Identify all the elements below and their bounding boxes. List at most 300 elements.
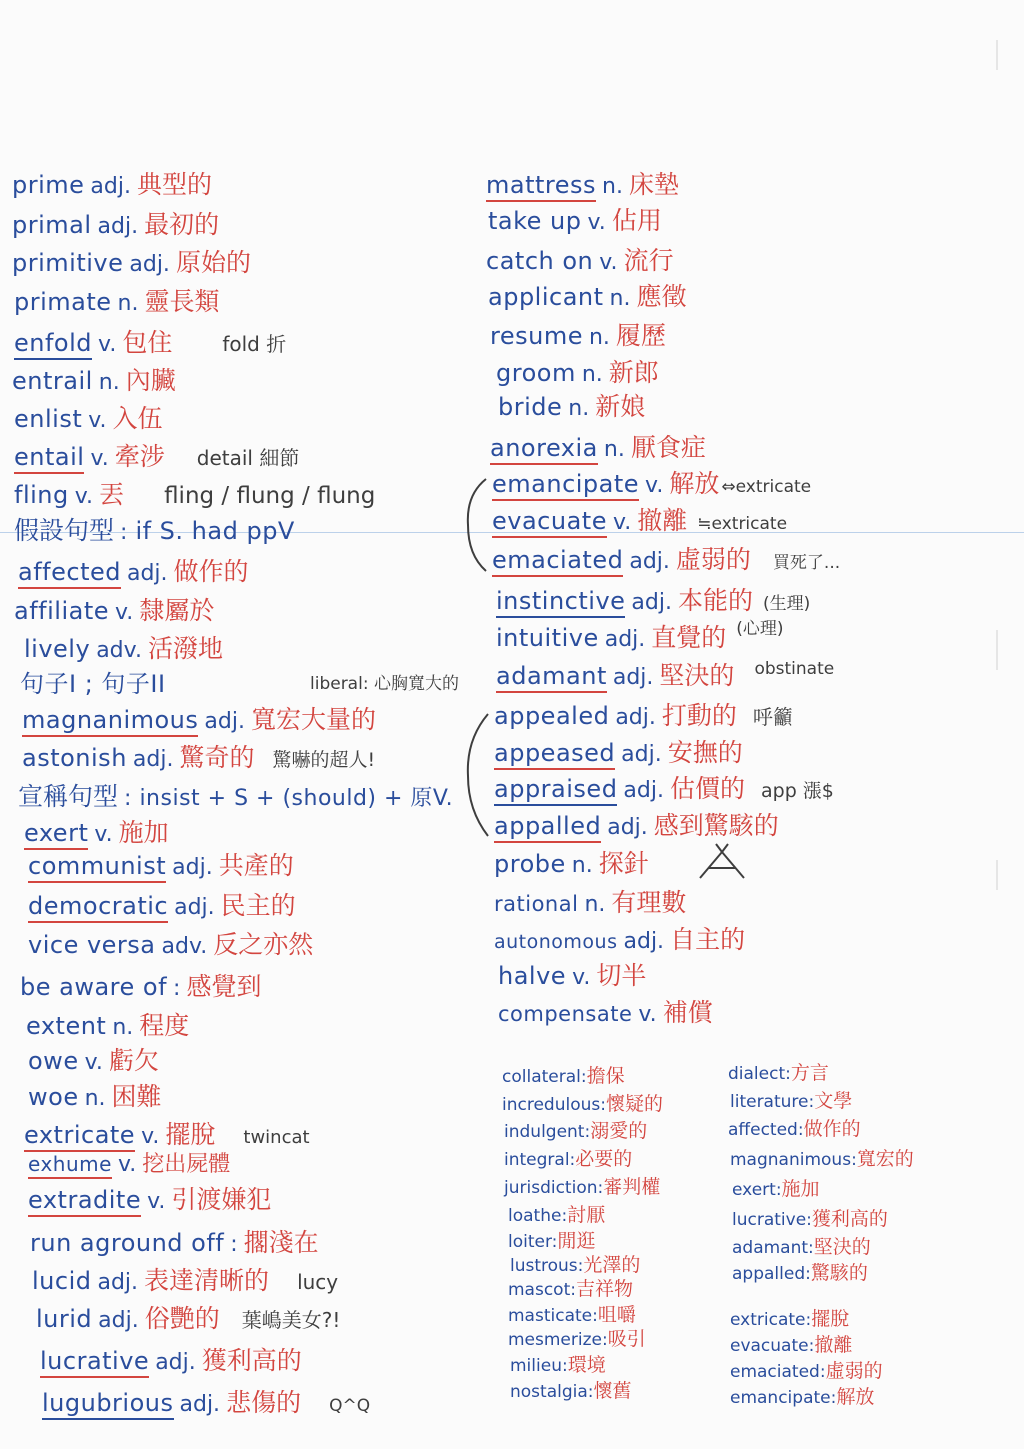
vocab-entry [28,1048,159,1074]
vocab-pos: n. [584,892,606,917]
vocab-word: extent [26,1012,107,1040]
vocab-word: enlist [14,405,83,433]
vocab-meaning: 驚奇的 [179,743,255,772]
vocab-word: lugubrious [42,1389,174,1420]
vocab-meaning: 應徵 [636,282,687,311]
review-item: extricate:擺脫 [730,1308,850,1330]
vocab-entry [20,974,261,1000]
vocab-word: enfold [14,329,92,360]
vocab-pos: adj. [98,1308,139,1333]
vocab-word: prime [12,171,85,199]
vocab-word: instinctive [496,587,625,618]
grammar-pattern: 句子I ; 句子II [20,670,166,698]
vocab-entry [490,323,666,349]
vocab-meaning: 感到驚駭的 [653,811,779,840]
vocab-pos: v. [115,600,134,625]
review-item: jurisdiction:審判權 [504,1176,661,1198]
vocab-entry [14,406,163,432]
vocab-entry [496,360,659,386]
vocab-note [310,676,459,693]
vocab-meaning: 民主的 [220,891,296,920]
vocab-word: catch on [486,247,594,275]
vocab-entry [488,284,687,310]
vocab-word: run aground off [30,1229,225,1257]
vocab-word: adamant [496,662,607,693]
vocab-entry [498,963,646,989]
vocab-entry [28,1084,162,1110]
vocab-meaning: 丟 [99,480,125,509]
review-word: collateral [502,1067,581,1087]
grammar-entry [14,518,295,544]
vocab-entry [14,444,299,470]
review-meaning: 咀嚼 [597,1304,636,1326]
vocab-entry [494,890,686,916]
vocab-note: 葉嶋美女?! [241,1308,341,1332]
vocab-word: lurid [36,1305,93,1333]
vocab-meaning: 內臟 [125,366,176,395]
vocab-meaning: 新娘 [595,392,646,421]
review-meaning: 溺愛的 [590,1120,648,1142]
vocab-word: magnanimous [22,706,198,737]
vocab-meaning: 打動的 [661,701,737,730]
vocab-entry [28,1187,271,1213]
review-meaning: 吉祥物 [575,1278,633,1300]
vocab-entry [492,547,840,573]
vocab-pos: n. [98,370,120,395]
vocab-meaning: 床墊 [628,170,679,199]
vocab-entry [14,482,375,508]
vocab-entry [498,1000,713,1026]
vocab-word: autonomous [494,931,618,953]
vocab-pos: adj. [132,747,174,772]
vocab-entry [492,508,787,534]
review-word: masticate [508,1306,593,1326]
vocab-meaning: 原始的 [175,248,251,277]
review-meaning: 討厭 [567,1204,606,1226]
review-item: loathe:討厭 [508,1204,606,1226]
vocab-pos: v. [612,510,632,535]
review-item: emaciated:虛弱的 [730,1360,883,1382]
review-word: loiter [508,1232,552,1252]
vocab-meaning: 厭食症 [630,433,706,462]
vocab-meaning: 最初的 [144,210,220,239]
margin-mark [996,860,998,890]
vocab-meaning: 安撫的 [667,738,743,767]
vocab-entry [32,1268,338,1294]
review-meaning: 施加 [781,1178,820,1200]
vocab-word: extricate [24,1121,135,1152]
vocab-entry [28,1154,230,1176]
vocab-entry [486,172,679,198]
review-item: adamant:堅決的 [732,1236,871,1258]
vocab-word: appealed [494,702,610,730]
vocab-meaning: 有理數 [611,888,687,917]
review-word: extricate [730,1310,806,1330]
vocab-entry [26,1013,189,1039]
vocab-word: mattress [486,171,596,202]
review-item: nostalgia:懷舊 [510,1380,632,1402]
vocab-word: fling [14,481,69,509]
vocab-meaning: 反之亦然 [213,930,314,959]
vocab-meaning: 程度 [139,1011,190,1040]
grammar-colon: : [120,520,128,545]
review-meaning: 審判權 [603,1176,661,1198]
vocab-word: compensate [498,1002,633,1026]
vocab-pos: n. [603,437,625,462]
vocab-meaning: 引渡嫌犯 [171,1185,272,1214]
grammar-title: 假設句型 [14,516,115,545]
review-item: indulgent:溺愛的 [504,1120,648,1142]
review-meaning: 撤離 [814,1334,853,1356]
review-meaning: 方言 [790,1062,829,1084]
review-item: magnanimous:寬宏的 [730,1148,914,1170]
vocab-word: primitive [12,249,124,277]
review-word: incredulous [502,1095,601,1115]
vocab-entry [28,853,294,879]
vocab-word: appraised [494,775,617,806]
vocab-word: appeased [494,739,615,770]
vocab-pos: n. [602,174,623,199]
vocab-word: primal [12,211,92,239]
vocab-pos: n. [117,291,139,316]
vocab-word: entrail [12,367,93,395]
vocab-pos: adj. [612,665,654,690]
vocab-pos: adj. [174,895,215,920]
vocab-pos: v. [599,250,618,275]
vocab-pos: v. [74,484,94,509]
vocab-entry [496,619,784,652]
review-item: lucrative:獲利高的 [732,1208,888,1230]
vocab-entry [494,813,779,839]
vocab-word: probe [494,850,566,878]
vocab-meaning: 撤離 [637,506,688,535]
vocab-word: affected [18,558,121,589]
vocab-note: 呼籲 [752,705,793,729]
vocab-meaning: 感覺到 [186,972,262,1001]
vocab-meaning: 表達清晰的 [144,1266,270,1295]
review-word: milieu [510,1356,562,1376]
review-word: jurisdiction [504,1178,598,1198]
vocab-entry [22,745,375,771]
probe-sketch-icon [696,842,748,882]
vocab-meaning: 切半 [596,961,647,990]
vocab-pos: v. [141,1124,160,1149]
vocab-meaning: 補償 [662,998,713,1027]
bracket-icon [460,475,490,575]
grammar-entry [20,672,166,696]
review-word: dialect [728,1064,786,1084]
grammar-pattern: if S. had ppV [135,517,295,545]
review-word: lucrative [732,1210,807,1230]
vocab-pos: : [230,1232,238,1257]
vocab-entry [494,851,649,877]
vocab-entry [30,1230,319,1256]
review-item: masticate:咀嚼 [508,1304,636,1326]
vocab-word: bride [498,393,563,421]
review-meaning: 懷疑的 [605,1093,663,1115]
review-item: dialect:方言 [728,1062,829,1084]
review-meaning: 擺脫 [811,1308,850,1330]
review-word: indulgent [504,1122,585,1142]
vocab-meaning: 擱淺在 [243,1228,319,1257]
vocab-pos: adv. [161,934,208,959]
review-meaning: 擔保 [586,1065,625,1087]
vocab-note: fold 折 [222,332,287,356]
review-meaning: 做作的 [803,1118,861,1140]
vocab-word: extradite [28,1186,141,1217]
vocab-meaning: 入伍 [112,404,163,433]
review-meaning: 獲利高的 [811,1208,888,1230]
vocab-word: woe [28,1083,79,1111]
vocab-entry [494,740,743,766]
review-word: lustrous [510,1256,578,1276]
review-item: loiter:閒逛 [508,1230,596,1252]
vocab-meaning: 解放 [669,469,720,498]
vocab-entry [12,172,212,198]
review-item: mesmerize:吸引 [508,1328,646,1350]
vocab-word: rational [494,892,579,916]
review-item: evacuate:撤離 [730,1334,853,1356]
vocab-pos: v. [90,446,109,471]
vocab-meaning: 堅決的 [659,661,735,690]
note-text: liberal: 心胸寬大的 [310,674,459,694]
vocab-pos: adj. [155,1350,196,1375]
vocab-note: ⇔extricate [721,477,812,497]
vocab-pos: v. [88,408,107,433]
vocab-entry [28,893,296,919]
review-word: magnanimous [730,1150,852,1170]
vocab-meaning: 獲利高的 [201,1346,302,1375]
grammar-pattern: insist + S + (should) + 原V. [139,786,454,811]
vocab-meaning: 流行 [623,246,674,275]
vocab-note: 驚嚇的超人! [272,749,376,771]
vocab-meaning: 估價的 [669,774,745,803]
vocab-entry [488,208,662,234]
vocab-pos: v. [147,1189,166,1214]
review-word: appalled [732,1264,806,1284]
review-word: exert [732,1180,776,1200]
vocab-word: affiliate [14,597,109,625]
vocab-word: anorexia [490,434,598,465]
review-item: mascot:吉祥物 [508,1278,633,1300]
review-word: literature [730,1092,809,1112]
vocab-note: (心理) [736,619,784,639]
vocab-pos: adj. [629,549,670,574]
vocab-meaning: 包住 [122,328,173,357]
review-word: adamant [732,1238,809,1258]
vocab-entry [12,212,219,238]
vocab-entry [14,598,214,624]
vocab-pos: n. [84,1086,106,1111]
vocab-entry [494,927,745,953]
review-word: loathe [508,1206,562,1226]
vocab-meaning: 挖出屍體 [142,1152,231,1177]
vocab-meaning: 施加 [118,818,169,847]
review-item: lustrous:光澤的 [510,1254,641,1276]
vocab-note: fling / flung / flung [164,483,376,509]
vocab-word: appalled [494,812,601,843]
vocab-entry [18,559,249,585]
vocab-word: be aware of [20,973,168,1001]
margin-mark [996,630,998,670]
vocab-entry [496,659,835,690]
vocab-meaning: 虧欠 [108,1046,159,1075]
vocab-meaning: 悲傷的 [226,1388,302,1417]
vocab-pos: adj. [172,855,213,880]
vocab-entry [24,636,223,662]
vocab-note: ≒extricate [697,514,788,534]
vocab-entry [492,471,811,497]
review-meaning: 懷舊 [593,1380,632,1402]
vocab-word: emancipate [492,470,639,501]
vocab-word: exert [24,819,88,850]
vocab-meaning: 牽涉 [114,442,165,471]
vocab-pos: n. [609,286,631,311]
vocab-entry [490,435,706,461]
vocab-note: app 漲$ [761,780,834,802]
vocab-word: owe [28,1047,79,1075]
vocab-word: primate [14,288,112,316]
review-meaning: 解放 [836,1386,875,1408]
review-word: emancipate [730,1388,831,1408]
vocab-note: twincat [243,1127,310,1148]
vocab-entry [24,1122,310,1148]
vocab-word: resume [490,322,583,350]
vocab-pos: v. [117,1152,137,1177]
review-word: mascot [508,1280,571,1300]
review-item: collateral:擔保 [502,1065,625,1087]
margin-mark [996,40,998,70]
vocab-word: communist [28,852,166,883]
review-item: integral:必要的 [504,1148,633,1170]
vocab-note: detail 細節 [196,446,300,470]
vocab-meaning: 共產的 [218,851,294,880]
vocab-word: applicant [488,283,604,311]
vocab-pos: adj. [604,627,646,652]
vocab-pos: adj. [129,252,170,277]
review-word: evacuate [730,1336,809,1356]
vocab-entry [486,248,674,274]
vocab-note: Q^Q [329,1396,371,1416]
vocab-entry [498,394,645,420]
vocab-word: vice versa [28,931,156,959]
vocab-pos: v. [98,332,117,357]
vocab-entry [494,776,834,802]
vocab-entry [14,330,286,356]
review-word: affected [728,1120,798,1140]
review-item: exert:施加 [732,1178,820,1200]
vocab-pos: n. [568,396,590,421]
review-meaning: 必要的 [575,1148,633,1170]
vocab-note: (生理) [763,594,811,614]
vocab-word: lively [24,635,91,663]
vocab-note: obstinate [754,659,835,679]
vocab-pos: adj. [615,705,656,730]
vocab-meaning: 活潑地 [147,634,223,663]
review-meaning: 閒逛 [557,1230,596,1252]
vocab-pos: adj. [90,174,131,199]
vocab-word: take up [488,207,582,235]
vocab-meaning: 虛弱的 [675,545,751,574]
vocab-entry [42,1390,370,1416]
vocab-pos: adj. [623,929,665,954]
review-meaning: 吸引 [607,1328,646,1350]
vocab-meaning: 隸屬於 [139,596,215,625]
vocab-word: intuitive [496,624,599,652]
vocab-pos: v. [84,1050,103,1075]
vocab-meaning: 履歷 [615,321,666,350]
vocab-word: evacuate [492,507,607,538]
grammar-entry [18,784,453,810]
vocab-pos: v. [587,210,606,235]
review-meaning: 寬宏的 [856,1148,914,1170]
vocab-entry [40,1348,302,1374]
review-meaning: 光澤的 [583,1254,641,1276]
vocab-entry [494,703,793,729]
vocab-word: emaciated [492,546,623,577]
vocab-meaning: 寬宏大量的 [250,705,376,734]
review-word: integral [504,1150,570,1170]
vocab-pos: n. [571,853,593,878]
vocab-meaning: 典型的 [136,170,212,199]
review-item: appalled:驚駭的 [732,1262,868,1284]
grammar-colon: : [124,786,132,811]
vocab-pos: adj. [97,214,139,239]
vocab-pos: adj. [97,1270,139,1295]
vocab-entry [24,820,169,846]
review-meaning: 虛弱的 [825,1360,883,1382]
vocab-pos: v. [94,822,113,847]
vocab-word: lucid [32,1267,92,1295]
vocab-pos: adj. [631,590,672,615]
vocab-word: lucrative [40,1347,149,1378]
review-word: nostalgia [510,1382,588,1402]
vocab-pos: adj. [126,561,168,586]
vocab-word: groom [496,359,576,387]
vocab-pos: adv. [96,638,142,663]
grammar-title: 宣稱句型 [18,782,119,811]
vocab-pos: adj. [621,742,662,767]
vocab-entry [496,588,810,614]
review-item: incredulous:懷疑的 [502,1093,663,1115]
vocab-meaning: 探針 [598,849,649,878]
vocab-entry [36,1306,340,1332]
review-meaning: 環境 [567,1354,606,1376]
review-meaning: 文學 [814,1090,853,1112]
vocab-note: 買死了... [772,553,841,573]
vocab-pos: adj. [607,815,648,840]
vocab-entry [12,250,251,276]
vocab-meaning: 靈長類 [144,287,220,316]
vocab-word: democratic [28,892,168,923]
vocab-meaning: 俗艷的 [144,1304,220,1333]
review-word: mesmerize [508,1330,602,1350]
vocab-pos: adj. [179,1392,221,1417]
vocab-entry [14,289,219,315]
review-item: literature:文學 [730,1090,853,1112]
vocab-meaning: 新郎 [608,358,659,387]
review-meaning: 堅決的 [813,1236,871,1258]
vocab-meaning: 擺脫 [165,1120,216,1149]
vocab-meaning: 直覺的 [651,623,727,652]
vocab-pos: v. [638,1002,657,1027]
bracket-icon [462,710,492,840]
review-word: emaciated [730,1362,820,1382]
vocab-meaning: 困難 [111,1082,162,1111]
review-item: milieu:環境 [510,1354,606,1376]
vocab-note: lucy [297,1270,339,1294]
vocab-word: astonish [22,744,127,772]
